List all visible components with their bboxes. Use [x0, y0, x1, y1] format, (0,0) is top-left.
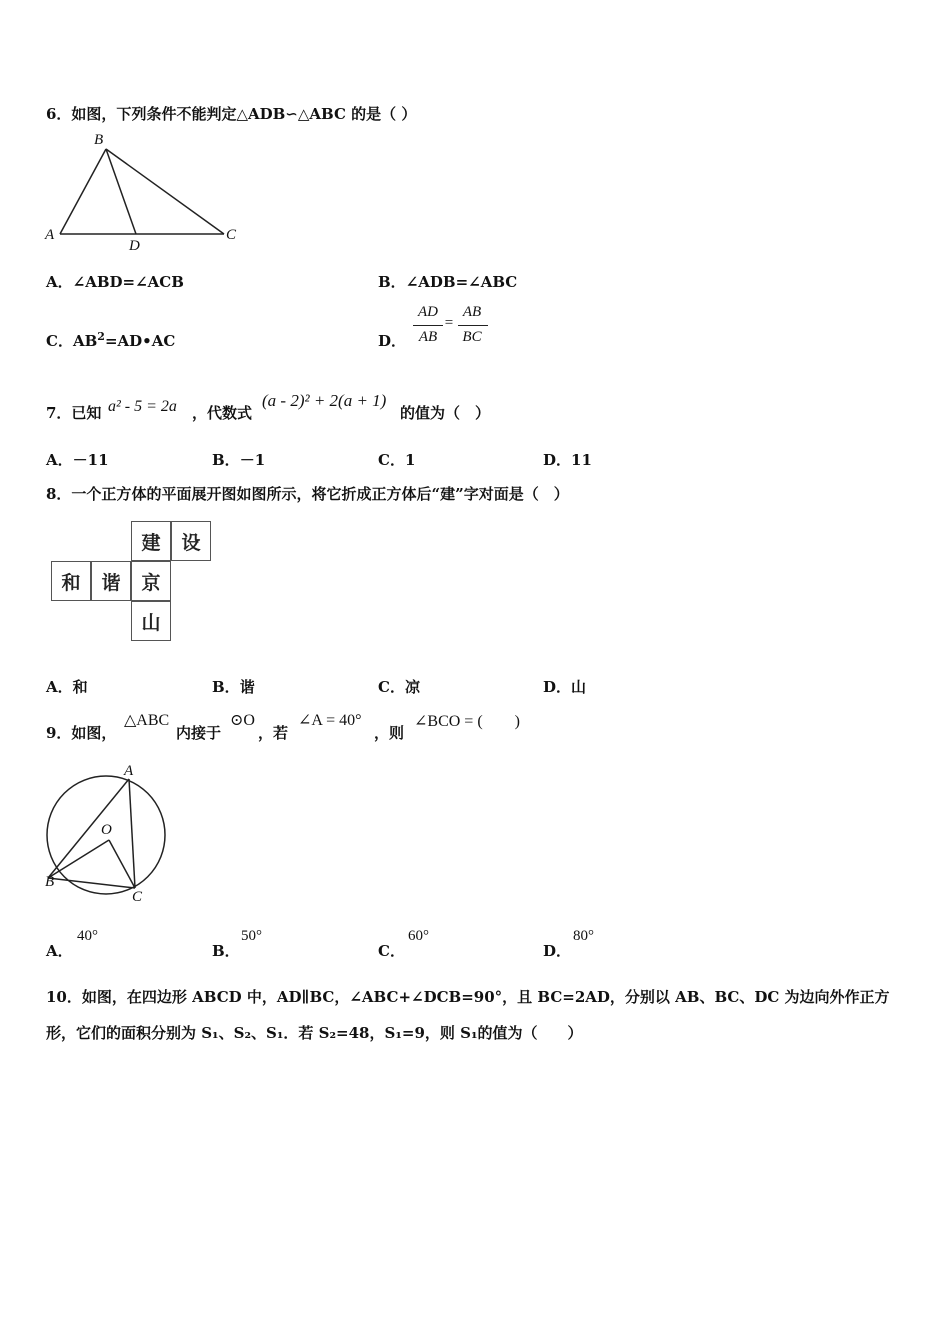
q9-option-c-letter: C． — [378, 942, 405, 960]
q7-option-a-letter: A． — [46, 451, 73, 469]
q9-prefix: 9．如图， — [46, 724, 117, 742]
q10-line-2: 形，它们的面积分别为 S₁、S₂、S₁．若 S₂=48，S₁=9，则 S₁的值为（ ） — [46, 1024, 583, 1042]
q7-condition: a² - 5 = 2a — [108, 398, 177, 415]
q8-option-c-letter: C． — [378, 678, 405, 696]
q9-t1: 内接于 — [176, 724, 222, 742]
q6-option-b-letter: B． — [378, 273, 406, 291]
q7-option-b — [212, 449, 265, 470]
q8-option-b-letter: B． — [212, 678, 240, 696]
q6-option-a-text: ∠ABD=∠ACB — [72, 273, 184, 291]
q9-label-a: A — [124, 763, 134, 779]
q7-middle: ，代数式 — [192, 404, 253, 422]
q7-suffix: 的值为（ ） — [400, 404, 491, 422]
q6-label-a: A — [45, 227, 55, 243]
q6-label-b: B — [94, 132, 104, 148]
net-cell: 山 — [131, 601, 171, 641]
q6-d-den2: BC — [462, 329, 482, 345]
q6-d-num2: AB — [462, 304, 482, 320]
q9-circle: ⊙O — [230, 712, 255, 729]
net-cell: 设 — [171, 521, 211, 561]
q6-option-b — [378, 271, 517, 292]
q8-option-c — [378, 676, 420, 697]
q9-option-d-value: 80° — [573, 928, 594, 944]
q6-label-d: D — [129, 238, 140, 253]
q6-label-c: C — [226, 227, 237, 243]
q9-option-c-value: 60° — [408, 928, 429, 944]
q7-option-d-letter: D． — [543, 451, 572, 469]
q9-option-a-letter: A． — [46, 942, 73, 960]
q6-option-d-letter: D． — [378, 332, 407, 350]
q9-label-c: C — [132, 889, 143, 905]
q6-triangle-figure — [40, 128, 250, 253]
q8-stem: 8．一个正方体的平面展开图如图所示，将它折成正方体后“建”字对面是（ ） — [46, 485, 569, 503]
q7-option-a — [46, 449, 109, 470]
q7-option-c-letter: C． — [378, 451, 405, 469]
q6-option-c — [46, 330, 175, 351]
q9-label-o: O — [101, 822, 112, 838]
q6-stem: 6．如图，下列条件不能判定△ADB∽△ABC 的是（ ） — [46, 105, 417, 123]
q6-option-c-letter: C． — [46, 332, 73, 350]
q8-option-b — [212, 676, 255, 697]
q9-given: ∠A = 40° — [298, 712, 362, 729]
q8-option-d — [543, 676, 586, 697]
q8-option-a — [46, 676, 88, 697]
net-cell: 建 — [131, 521, 171, 561]
q6-d-equals: = — [444, 315, 454, 331]
q7-option-c-text: 1 — [404, 451, 416, 469]
q7-option-d — [543, 449, 592, 470]
q9-t2: ，若 — [258, 724, 289, 742]
net-cell: 和 — [51, 561, 91, 601]
q9-label-b: B — [45, 874, 55, 890]
q7-prefix: 7．已知 — [46, 404, 102, 422]
q7-option-c — [378, 449, 415, 470]
q6-d-num1: AD — [418, 304, 438, 320]
net-cell: 谐 — [91, 561, 131, 601]
q9-option-d-letter: D． — [543, 942, 572, 960]
q8-option-a-letter: A． — [46, 678, 73, 696]
q7-expression: (a - 2)² + 2(a + 1) — [262, 391, 387, 410]
q7-option-d-text: 11 — [571, 451, 592, 469]
q6-option-c-pre: AB — [72, 332, 98, 350]
q6-option-c-post: =AD•AC — [104, 332, 176, 350]
q7-option-a-text: －11 — [72, 451, 109, 469]
q8-option-b-text: 谐 — [239, 678, 255, 696]
q8-option-c-text: 凉 — [404, 678, 420, 696]
q6-option-a-letter: A． — [46, 273, 73, 291]
q9-option-b-value: 50° — [241, 928, 262, 944]
q8-option-a-text: 和 — [72, 678, 88, 696]
q6-option-b-text: ∠ADB=∠ABC — [405, 273, 518, 291]
q6-d-den1: AB — [418, 329, 438, 345]
q7-option-b-letter: B． — [212, 451, 240, 469]
q9-option-b-letter: B． — [212, 942, 240, 960]
q6-option-c-sup: 2 — [97, 330, 105, 343]
q9-triangle: △ABC — [124, 712, 170, 729]
q8-option-d-text: 山 — [571, 678, 587, 696]
q9-option-a-value: 40° — [77, 928, 98, 944]
net-cell: 京 — [131, 561, 171, 601]
q6-option-a — [46, 271, 184, 292]
q9-circle-figure — [38, 762, 178, 907]
q8-option-d-letter: D． — [543, 678, 572, 696]
q9-t3: ，则 — [374, 724, 405, 742]
q7-option-b-text: －1 — [239, 451, 266, 469]
q10-line-1: 10．如图，在四边形 ABCD 中，AD∥BC，∠ABC+∠DCB=90°，且 BC=2AD，分别以 AB、BC、DC 为边向外作正方 — [46, 988, 890, 1006]
q9-ask: ∠BCO = ( ) — [414, 713, 520, 730]
